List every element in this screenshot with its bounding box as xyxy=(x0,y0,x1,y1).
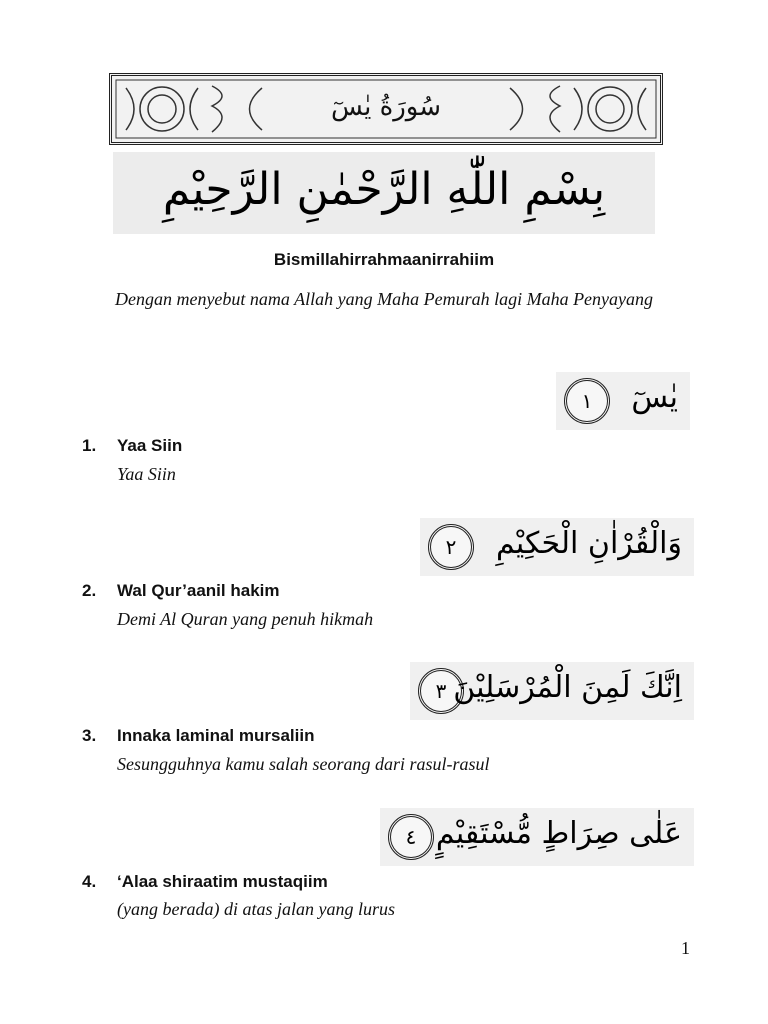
basmala-transliteration: Bismillahirrahmaanirrahiim xyxy=(273,250,495,269)
basmala-arabic: بِسْمِ اللّٰهِ الرَّحْمٰنِ الرَّحِيْمِ xyxy=(162,164,606,215)
verse-1-arabic-image xyxy=(556,372,690,430)
verse-4-transliteration-text: ‘Alaa shiraatim mustaqiim xyxy=(117,872,328,891)
verse-1-transliteration xyxy=(82,436,182,456)
verse-1-number-medallion: ١ xyxy=(564,378,610,424)
verse-3-number-medallion: ٣ xyxy=(418,668,464,714)
verse-4-arabic-image xyxy=(380,808,694,866)
verse-1-number: 1. xyxy=(82,436,97,455)
verse-1-transliteration-text: Yaa Siin xyxy=(117,436,183,455)
verse-2-number-medallion: ٢ xyxy=(428,524,474,570)
surah-title-arabic: سُورَةُ يٰسٓ xyxy=(330,92,442,122)
verse-2-arabic-image xyxy=(420,518,694,576)
verse-4-arabic-text: عَلٰى صِرَاطٍ مُّسْتَقِيْمٍ xyxy=(435,816,682,851)
verse-2-translation: Demi Al Quran yang penuh hikmah xyxy=(117,609,374,629)
verse-3-arabic-text: اِنَّكَ لَمِنَ الْمُرْسَلِيْنَ xyxy=(453,670,682,705)
verse-4-number-medallion: ٤ xyxy=(388,814,434,860)
verse-1-translation: Yaa Siin xyxy=(117,464,176,484)
verse-2-transliteration-text: Wal Qur’aanil hakim xyxy=(117,581,280,600)
verse-2-number: 2. xyxy=(82,581,97,600)
verse-2-arabic-text: وَالْقُرْاٰنِ الْحَكِيْمِ xyxy=(495,526,682,561)
verse-1-arabic-text: يٰسٓ xyxy=(631,380,678,415)
verse-4-translation: (yang berada) di atas jalan yang lurus xyxy=(117,899,395,919)
surah-banner xyxy=(109,73,663,145)
verse-3-number: 3. xyxy=(82,726,97,745)
basmala-calligraphy xyxy=(113,152,655,234)
verse-4-transliteration xyxy=(82,872,328,892)
verse-2-transliteration xyxy=(82,581,280,601)
verse-4-number: 4. xyxy=(82,872,97,891)
verse-3-translation: Sesungguhnya kamu salah seorang dari rasul-rasul xyxy=(117,754,490,774)
page-number: 1 xyxy=(681,938,690,958)
basmala-translation: Dengan menyebut nama Allah yang Maha Pemurah lagi Maha Penyayang xyxy=(114,289,654,309)
verse-3-transliteration xyxy=(82,726,314,746)
verse-3-transliteration-text: Innaka laminal mursaliin xyxy=(117,726,315,745)
verse-3-arabic-image xyxy=(410,662,694,720)
